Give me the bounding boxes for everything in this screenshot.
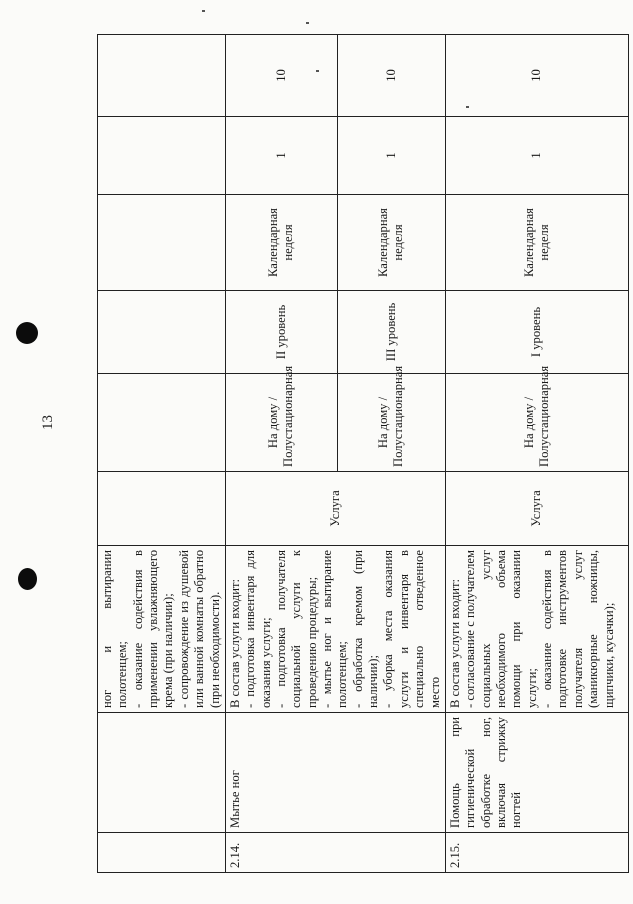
content-line: - обработка кремом (при наличии);	[351, 550, 382, 708]
time-cell: 10	[225, 35, 337, 117]
time-cell	[98, 35, 226, 117]
content-line: - согласование с получателем социальных услуг необходимого объема помощи при оказании услуги;	[463, 550, 540, 708]
content-line: - оказание содействия в подготовке инструментов получателя услуг (маникюрные ножницы, щипчики, кусачки);	[540, 550, 617, 708]
period-cell: Календарная неделя	[225, 195, 337, 291]
content-line: - уборка места оказания услуги и инвентаря в специально отведенное место	[381, 550, 442, 708]
rotated-table-wrapper	[97, 35, 616, 873]
form-cell: На дому / Полустационарная	[445, 374, 628, 472]
scan-speck	[306, 22, 309, 24]
scan-blot	[18, 568, 37, 590]
time-cell: 10	[337, 35, 445, 117]
num-cell	[98, 833, 226, 873]
form-cell	[98, 374, 226, 472]
name-cell: Мытье ног	[225, 713, 445, 833]
services-table	[97, 34, 629, 873]
period-cell	[98, 195, 226, 291]
page-number: 13	[40, 415, 56, 430]
table-row	[445, 35, 628, 873]
scan-blot	[16, 322, 38, 344]
level-cell: III уровень	[337, 291, 445, 374]
name-cell	[98, 713, 226, 833]
content-line: - подготовка получателя социальной услуги к проведению процедуры;	[274, 550, 320, 708]
level-cell: II уровень	[225, 291, 337, 374]
content-line: - подготовка инвентаря для оказания услуги;	[243, 550, 274, 708]
content-line: - мытье ног и вытирание полотенцем;	[320, 550, 351, 708]
form-cell: На дому / Полустационарная	[225, 374, 337, 472]
content-line: В состав услуги входит:	[227, 578, 242, 708]
name-cell: Помощь при гигиенической обработке ног, включая стрижку ногтей	[445, 713, 628, 833]
num-cell: 2.14.	[225, 833, 445, 873]
period-cell: Календарная неделя	[337, 195, 445, 291]
qty-cell	[98, 117, 226, 195]
content-line: В состав услуги входит:	[447, 578, 462, 708]
num-cell: 2.15.	[445, 833, 628, 873]
qty-cell: 1	[337, 117, 445, 195]
unit-cell: Услуга	[445, 472, 628, 546]
content-cell	[445, 546, 628, 713]
content-cell	[225, 546, 445, 713]
time-cell: 10	[445, 35, 628, 117]
scan-speck	[202, 10, 205, 12]
form-cell: На дому / Полустационарная	[337, 374, 445, 472]
content-line: - сопровождение из душевой или ванной комнаты обратно (при необходимости).	[177, 550, 223, 708]
table-row	[98, 35, 226, 873]
period-cell: Календарная неделя	[445, 195, 628, 291]
content-line: ног и вытирании полотенцем;	[100, 550, 130, 708]
unit-cell	[98, 472, 226, 546]
content-line: - оказание содействия в применении увлажняющего крема (при наличии);	[131, 550, 177, 708]
table-row	[225, 35, 337, 873]
level-cell: I уровень	[445, 291, 628, 374]
level-cell	[98, 291, 226, 374]
qty-cell: 1	[225, 117, 337, 195]
unit-cell: Услуга	[225, 472, 445, 546]
content-cell	[98, 546, 226, 713]
qty-cell: 1	[445, 117, 628, 195]
